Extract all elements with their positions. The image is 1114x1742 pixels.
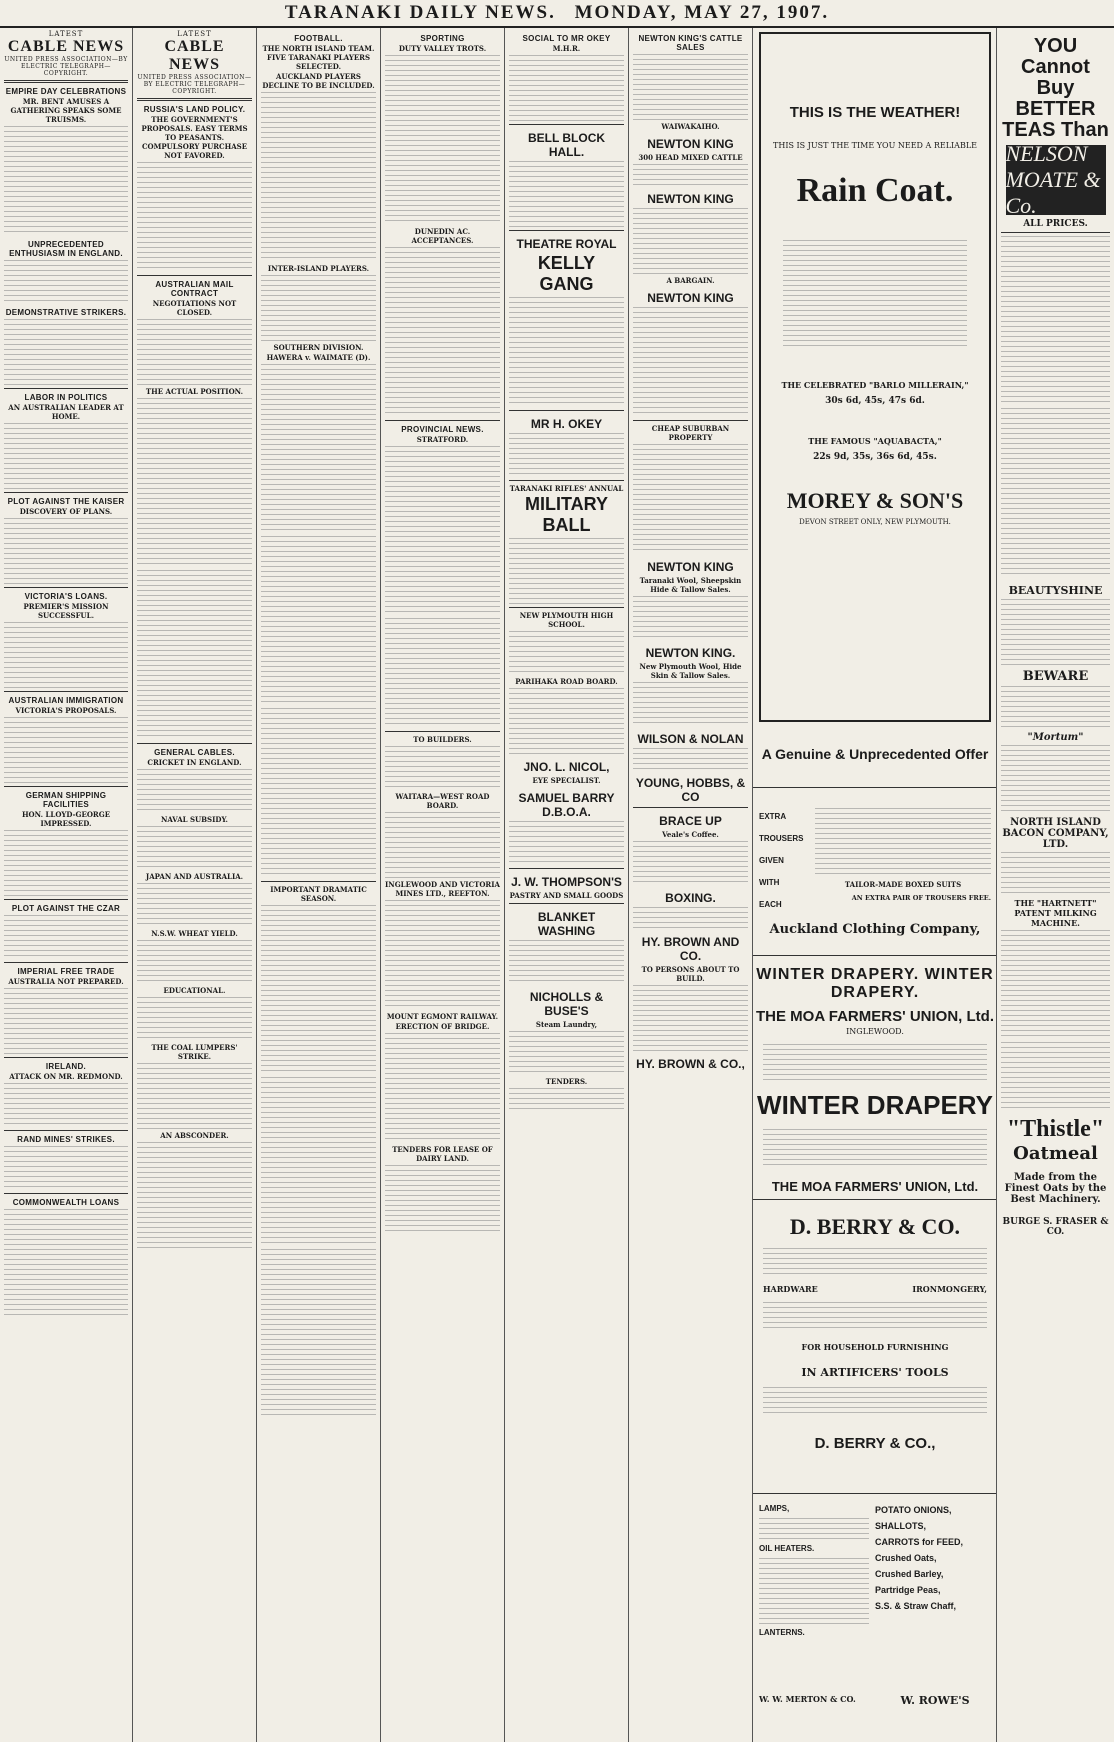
ad-headline: THEATRE ROYAL [516,237,617,251]
subheadline: Steam Laundry, [535,1020,598,1029]
ad-nelson-logo: NELSON MOATE & Co. [1006,145,1106,215]
headline: LABOR IN POLITICS [24,393,108,402]
ad-company-name: W. ROWE'S [900,1694,970,1707]
subheadline: THE ACTUAL POSITION. [145,387,244,396]
ad-headline: SAMUEL BARRY D.B.O.A. [518,791,615,819]
subheadline: TO PERSONS ABOUT TO BUILD. [641,965,740,983]
ad-body [763,1044,987,1084]
ad-side-list [759,806,809,916]
ad-side-item: EACH [759,900,782,909]
ad-company-name: Auckland Clothing Company, [769,922,981,937]
subheadline: ERECTION OF BRIDGE. [395,1022,490,1031]
article-body [633,985,748,1051]
ad-body [763,1302,987,1332]
subheadline: EYE SPECIALIST. [532,776,601,785]
subheadline: NEGOTIATIONS NOT CLOSED. [152,299,237,317]
article-body [509,821,624,865]
article-body [137,1142,252,1252]
subheadline: DUNEDIN AC. ACCEPTANCES. [411,227,474,245]
subheadline: Veale's Coffee. [662,830,719,839]
divider [1001,232,1110,233]
subheadline: INTER-ISLAND PLAYERS. [267,264,370,273]
ad-item: SHALLOTS, [875,1521,926,1531]
article-body [633,748,748,770]
ad-body [763,1387,987,1417]
headline: RAND MINES' STRIKES. [17,1135,115,1144]
subheadline: Taranaki Wool, Sheepskin Hide & Tallow Sales. [639,576,742,594]
column-cable-news-2 [133,28,257,1742]
subheadline: AN AUSTRALIAN LEADER AT HOME. [8,403,124,421]
article-body [137,769,252,813]
divider [137,275,252,276]
ad-company-name: D. BERRY & CO., [814,1435,936,1452]
column-cable-news-1 [0,28,133,1742]
ad-moa-farmers-union [753,960,997,1200]
ad-body [759,1558,869,1624]
subheadline: AUCKLAND PLAYERS DECLINE TO BE INCLUDED. [262,72,375,90]
subheadline: STRATFORD. [416,435,469,444]
divider [4,1193,128,1194]
article-body [385,746,500,790]
issue-date: MONDAY, MAY 27, 1907. [574,2,830,23]
subheadline: TENDERS FOR LEASE OF DAIRY LAND. [392,1145,493,1163]
headline: NEWTON KING'S CATTLE SALES [638,34,743,52]
ad-rain-coat [759,32,991,722]
ad-body [1001,745,1110,811]
divider [509,868,624,869]
article-body [261,1077,376,1247]
ad-item: Crushed Oats, [875,1553,937,1563]
ad-company-name: THE MOA FARMERS' UNION, Ltd. [755,1008,994,1025]
ad-body [815,808,991,878]
subheadline: HAWERA v. WAIMATE (D). [266,353,371,362]
article-body [4,260,128,304]
article-body [261,275,376,341]
ad-line: THE CELEBRATED "BARLO MILLERAIN," [781,380,969,390]
article-body [385,1165,500,1231]
ad-headline: NEWTON KING [647,291,734,305]
ad-body [763,1129,987,1169]
ad-tagline: THIS IS JUST THE TIME YOU NEED A RELIABLE [773,141,977,150]
subheadline: EDUCATIONAL. [163,986,226,995]
divider [4,1057,128,1058]
subheadline: TENDERS. [545,1077,588,1086]
article-body [4,1209,128,1319]
subheadline: THE GOVERNMENT'S PROPOSALS. EASY TERMS TO PEASANTS. COMPULSORY PURCHASE NOT FAVORED. [141,115,248,160]
headline: AUSTRALIAN IMMIGRATION [8,696,124,705]
article-body [261,708,376,878]
ad-company-name: BURGE S. FRASER & CO. [1002,1217,1109,1237]
headline: GERMAN SHIPPING FACILITIES [25,791,107,809]
subheadline: CRICKET IN ENGLAND. [147,758,242,767]
divider [261,881,376,882]
ad-side-item: EXTRA [759,812,787,821]
article-body [509,1031,624,1075]
article-body [385,618,500,728]
divider [4,899,128,900]
ad-headline: BEWARE [1022,669,1089,684]
ad-feature: IN ARTIFICERS' TOOLS [801,1366,949,1379]
subheadline: NEW PLYMOUTH HIGH SCHOOL. [519,611,614,629]
subheadline: INGLEWOOD AND VICTORIA MINES LTD., REEFTON. [385,880,500,898]
headline: IRELAND. [45,1062,87,1071]
section-subtitle: UNITED PRESS ASSOCIATION—BY ELECTRIC TELEGRAPH—COPYRIGHT. [137,74,252,95]
ad-address: DEVON STREET ONLY, NEW PLYMOUTH. [799,518,951,526]
ad-price: 30s 6d, 45s, 47s 6d. [825,396,925,406]
ad-genuine-offer [753,728,997,788]
divider [4,80,128,83]
subheadline: 300 HEAD MIXED CATTLE [638,153,743,162]
ad-headline: WINTER DRAPERY. WINTER DRAPERY. [756,966,994,1001]
kicker: LATEST [177,30,212,38]
divider [385,420,500,421]
divider [633,420,748,421]
subheadline: ATTACK ON MR. REDMOND. [9,1072,123,1081]
article-body [633,841,748,885]
article-body [509,538,624,604]
subheadline: MR. BENT AMUSES A GATHERING SPEAKS SOME TRUISMS. [10,97,122,124]
headline: PLOT AGAINST THE CZAR [11,904,121,913]
column-sporting [381,28,505,1742]
masthead [0,0,1114,28]
ad-feature: TAILOR-MADE BOXED SUITS [844,880,962,889]
ad-headline: YOUNG, HOBBS, & CO [635,776,746,804]
divider [137,743,252,744]
article-body [385,55,500,225]
subheadline: PREMIER'S MISSION SUCCESSFUL. [23,602,109,620]
article-body [633,444,748,554]
columns [0,28,1114,1742]
headline: PLOT AGAINST THE KAISER [7,497,125,506]
divider [509,480,624,481]
article-body [4,717,128,783]
ad-headline: NICHOLLS & BUSE'S [529,990,604,1018]
article-body [633,208,748,274]
article-body [509,631,624,675]
subheadline: M.H.R. [552,44,581,53]
ad-company-name: THE MOA FARMERS' UNION, Ltd. [771,1179,979,1194]
ad-item: Crushed Barley, [875,1569,944,1579]
ad-side-item: GIVEN [759,856,784,865]
ad-headline: BELL BLOCK HALL. [527,131,606,159]
subheadline: CHEAP SUBURBAN PROPERTY [651,424,730,442]
ad-headline: NEWTON KING [647,137,734,151]
ad-headline: NORTH ISLAND BACON COMPANY, LTD. [1002,817,1109,850]
article-body [509,1088,624,1110]
article-body [261,92,376,262]
ad-teas [1001,36,1110,141]
subheadline: WAITARA—WEST ROAD BOARD. [395,792,490,810]
ad-item: Partridge Peas, [875,1585,941,1595]
headline: PROVINCIAL NEWS. [401,425,484,434]
advertisement-area [753,28,997,1742]
ad-headline: HY. BROWN & CO., [636,1057,745,1071]
ad-line: ALL PRICES. [1023,219,1088,229]
ad-feature: WINTER DRAPERY [757,1090,993,1120]
article-body [4,423,128,489]
column-auction-sales [629,28,753,1742]
divider [385,731,500,732]
divider [4,492,128,493]
article-body [4,1083,128,1127]
subheadline: PARIHAKA ROAD BOARD. [515,677,618,686]
article-body [137,997,252,1041]
subheadline: AN ABSCONDER. [160,1131,229,1140]
article-body [633,907,748,929]
headline: RUSSIA'S LAND POLICY. [143,105,246,114]
article-body [4,518,128,584]
article-body [385,247,500,417]
article-body [137,162,252,272]
article-body [633,54,748,120]
article-body [4,126,128,236]
article-body [4,915,128,959]
ad-headline: MR H. OKEY [530,417,603,431]
article-body [509,55,624,121]
article-body [137,826,252,870]
ad-headline: NEWTON KING. [645,646,736,660]
article-body [509,940,624,984]
divider [4,691,128,692]
ad-body [759,1518,869,1540]
ad-item: S.S. & Straw Chaff, [875,1601,957,1611]
ad-side-item: TROUSERS [759,834,804,843]
divider [4,962,128,963]
ad-headline: J. W. THOMPSON'S [511,875,622,889]
headline: SOCIAL TO MR OKEY [522,34,611,43]
divider [4,388,128,389]
subheadline: TO BUILDERS. [413,735,472,744]
ad-produce-list [875,1502,995,1614]
headline: GENERAL CABLES. [154,748,235,757]
article-body [261,1249,376,1419]
ad-headline: BRACE UP [659,814,722,828]
divider [4,1130,128,1131]
ad-lamps-list [759,1502,869,1640]
ad-headline: NEWTON KING [647,560,734,574]
ad-product-name: Oatmeal [1013,1143,1098,1164]
subheadline: WAIWAKAIHO. [661,122,720,131]
subheadline: SOUTHERN DIVISION. [273,343,364,352]
headline: EMPIRE DAY CELEBRATIONS [5,87,127,96]
ad-headline: BLANKET WASHING [537,910,596,938]
article-body [509,688,624,754]
ad-item: OIL HEATERS. [759,1544,815,1553]
article-body [633,164,748,186]
column-social-notices [505,28,629,1742]
divider [4,786,128,787]
section-subtitle: UNITED PRESS ASSOCIATION—BY ELECTRIC TELEGRAPH—COPYRIGHT. [4,56,128,77]
ad-headline: HY. BROWN AND CO. [641,935,740,963]
subheadline: JAPAN AND AUSTRALIA. [145,872,244,881]
ad-body [763,1248,987,1278]
ad-price: 22s 9d, 35s, 36s 6d, 45s. [813,452,937,462]
ad-feature: Rain Coat. [796,172,954,209]
article-body [4,622,128,688]
ad-feature: "Mortum" [1027,732,1084,743]
subheadline: AUSTRALIA NOT PREPARED. [8,977,124,986]
column-right-ads [997,28,1114,1742]
ad-item: LANTERNS. [759,1628,805,1637]
article-body [633,682,748,726]
headline: IMPERIAL FREE TRADE [17,967,115,976]
divider [509,230,624,231]
subheadline: IMPORTANT DRAMATIC SEASON. [270,885,367,903]
ad-item: LAMPS, [759,1504,790,1513]
masthead-separator [563,2,575,23]
subheadline: N.S.W. WHEAT YIELD. [151,929,238,938]
headline: SPORTING [420,34,465,43]
headline: COMMONWEALTH LOANS [12,1198,120,1207]
article-body [137,319,252,385]
ad-headline: NEWTON KING [647,192,734,206]
ad-headline: BEAUTYSHINE [1008,584,1103,597]
divider [509,124,624,125]
article-body [137,398,252,568]
ad-headline: THE "HARTNETT" PATENT MILKING MACHINE. [1014,898,1097,928]
ad-body [1001,852,1110,896]
ad-headline: BOXING. [665,891,716,905]
ad-headline: WILSON & NOLAN [637,732,744,746]
paper-name: TARANAKI DAILY NEWS. [284,2,556,23]
ad-bottom-pair [753,1498,997,1742]
column-football [257,28,381,1742]
subheadline: DUTY VALLEY TROTS. [398,44,487,53]
ad-company-name: W. W. MERTON & CO. [759,1694,856,1704]
article-body [4,988,128,1054]
ad-line: FOR HOUSEHOLD FURNISHING [801,1342,949,1352]
ad-feature: KELLY GANG [537,253,596,294]
ad-body [1001,1042,1110,1108]
subheadline: THE COAL LUMPERS' STRIKE. [151,1043,238,1061]
headline: DEMONSTRATIVE STRIKERS. [5,308,127,317]
ad-feature: MILITARY BALL [525,494,608,535]
subheadline: THE NORTH ISLAND TEAM. FIVE TARANAKI PLAYERS SELECTED. [262,44,375,71]
ad-company-name: D. BERRY & CO. [789,1214,961,1239]
divider [509,607,624,608]
subheadline: New Plymouth Wool, Hide Skin & Tallow Sales. [639,662,742,680]
ad-store-name: MOREY & SON'S [786,488,964,513]
ad-body [1001,930,1110,1040]
headline: UNPRECEDENTED ENTHUSIASM IN ENGLAND. [9,240,123,258]
article-body [261,364,376,534]
ad-side-item: WITH [759,878,780,887]
ad-item: CARROTS for FEED, [875,1537,964,1547]
article-body [4,319,128,385]
article-body [137,940,252,984]
divider [4,587,128,588]
divider [137,98,252,101]
article-body [385,812,500,878]
article-body [261,905,376,1075]
article-body [509,433,624,477]
ad-headline: A Genuine & Unprecedented Offer [761,746,989,762]
ad-headline: THIS IS THE WEATHER! [789,104,961,121]
ad-line: Made from the Finest Oats by the Best Machinery. [1004,1172,1107,1205]
ad-offer: AN EXTRA PAIR OF TROUSERS FREE. [851,894,991,902]
subheadline: DISCOVERY OF PLANS. [19,507,113,516]
article-body [261,536,376,706]
article-body [4,1146,128,1190]
section-title: CABLE NEWS [164,38,225,73]
article-body [509,161,624,227]
ad-body [1001,686,1110,730]
ad-category: HARDWARE [763,1284,818,1294]
section-title: CABLE NEWS [7,38,125,55]
divider [509,410,624,411]
classifieds-body [1001,236,1110,406]
kicker: LATEST [48,30,84,38]
article-body [137,570,252,740]
article-body [509,297,624,407]
subheadline: HON. LLOYD-GEORGE IMPRESSED. [21,810,111,828]
divider [633,807,748,808]
article-body [385,1033,500,1143]
ad-headline: YOU Cannot Buy BETTER TEAS Than [1002,35,1109,141]
ad-d-berry [753,1204,997,1494]
subheadline: MOUNT EGMONT RAILWAY. [386,1012,499,1021]
ad-town: INGLEWOOD. [846,1027,904,1036]
ad-brand-name: "Thistle" [1006,1116,1105,1142]
classifieds-body [1001,408,1110,578]
divider [509,903,624,904]
subheadline: A BARGAIN. [666,276,715,285]
ad-auckland-clothing [753,796,997,956]
ad-row [753,1284,997,1294]
subheadline: TARANAKI RIFLES' ANNUAL [509,484,624,493]
subheadline: VICTORIA'S PROPOSALS. [15,706,117,715]
subheadline: NAVAL SUBSIDY. [160,815,228,824]
article-body [137,1063,252,1129]
headline: VICTORIA'S LOANS. [24,592,108,601]
ad-category: IRONMONGERY, [912,1284,987,1294]
ad-item: POTATO ONIONS, [875,1505,952,1515]
headline: AUSTRALIAN MAIL CONTRACT [155,280,234,298]
article-body [633,596,748,640]
article-body [137,883,252,927]
article-body [633,307,748,417]
headline: FOOTBALL. [294,34,343,43]
ad-body [783,240,967,350]
subheadline: PASTRY AND SMALL GOODS [509,891,624,900]
article-body [4,830,128,896]
article-body [385,446,500,616]
ad-body [1001,599,1110,665]
ad-headline: JNO. L. NICOL, [523,760,610,774]
article-body [385,900,500,1010]
ad-line: THE FAMOUS "AQUABACTA," [808,436,942,446]
